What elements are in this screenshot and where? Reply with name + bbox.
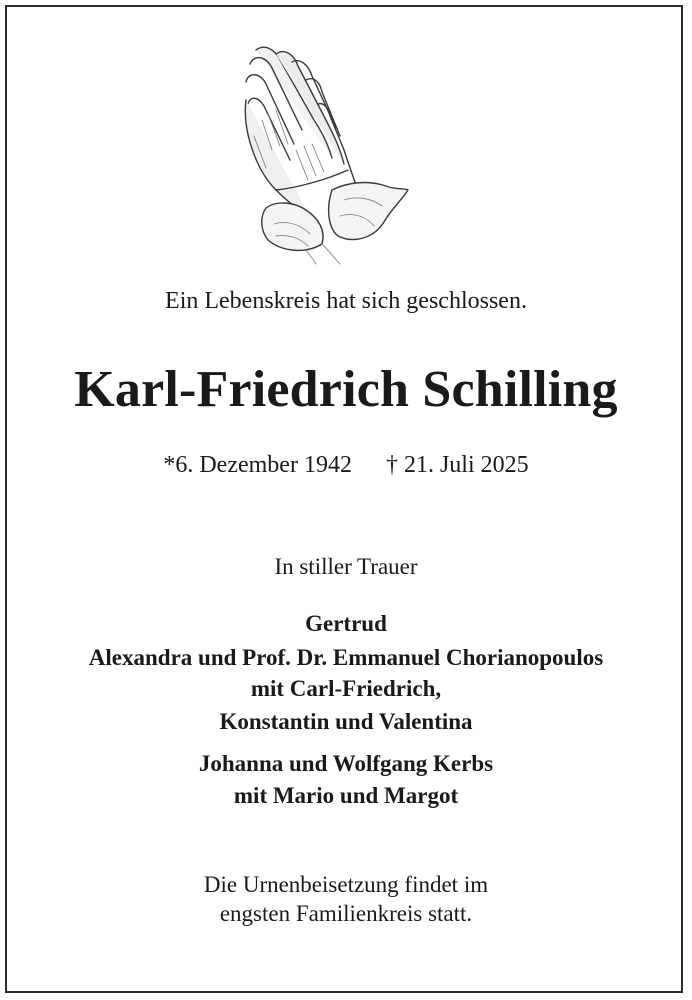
burial-note-line: engsten Familienkreis statt. — [219, 901, 473, 926]
praying-hands-icon — [236, 40, 416, 265]
family-line: mit Carl-Friedrich, — [250, 676, 442, 701]
death-date: † 21. Juli 2025 — [385, 452, 529, 478]
life-dates — [0, 452, 692, 479]
family-line: Johanna und Wolfgang Kerbs — [198, 751, 494, 776]
deceased-name: Karl-Friedrich Schilling — [74, 361, 618, 418]
family-line: Konstantin und Valentina — [219, 709, 473, 734]
burial-note-line: Die Urnenbeisetzung findet im — [203, 872, 489, 897]
mourning-intro: In stiller Trauer — [274, 554, 418, 579]
family-line: mit Mario und Margot — [233, 783, 459, 808]
family-line: Gertrud — [305, 611, 387, 636]
motto: Ein Lebenskreis hat sich geschlossen. — [165, 288, 527, 314]
family-line: Alexandra und Prof. Dr. Emmanuel Chorianopoulos — [88, 645, 604, 670]
birth-date: *6. Dezember 1942 — [163, 452, 352, 478]
